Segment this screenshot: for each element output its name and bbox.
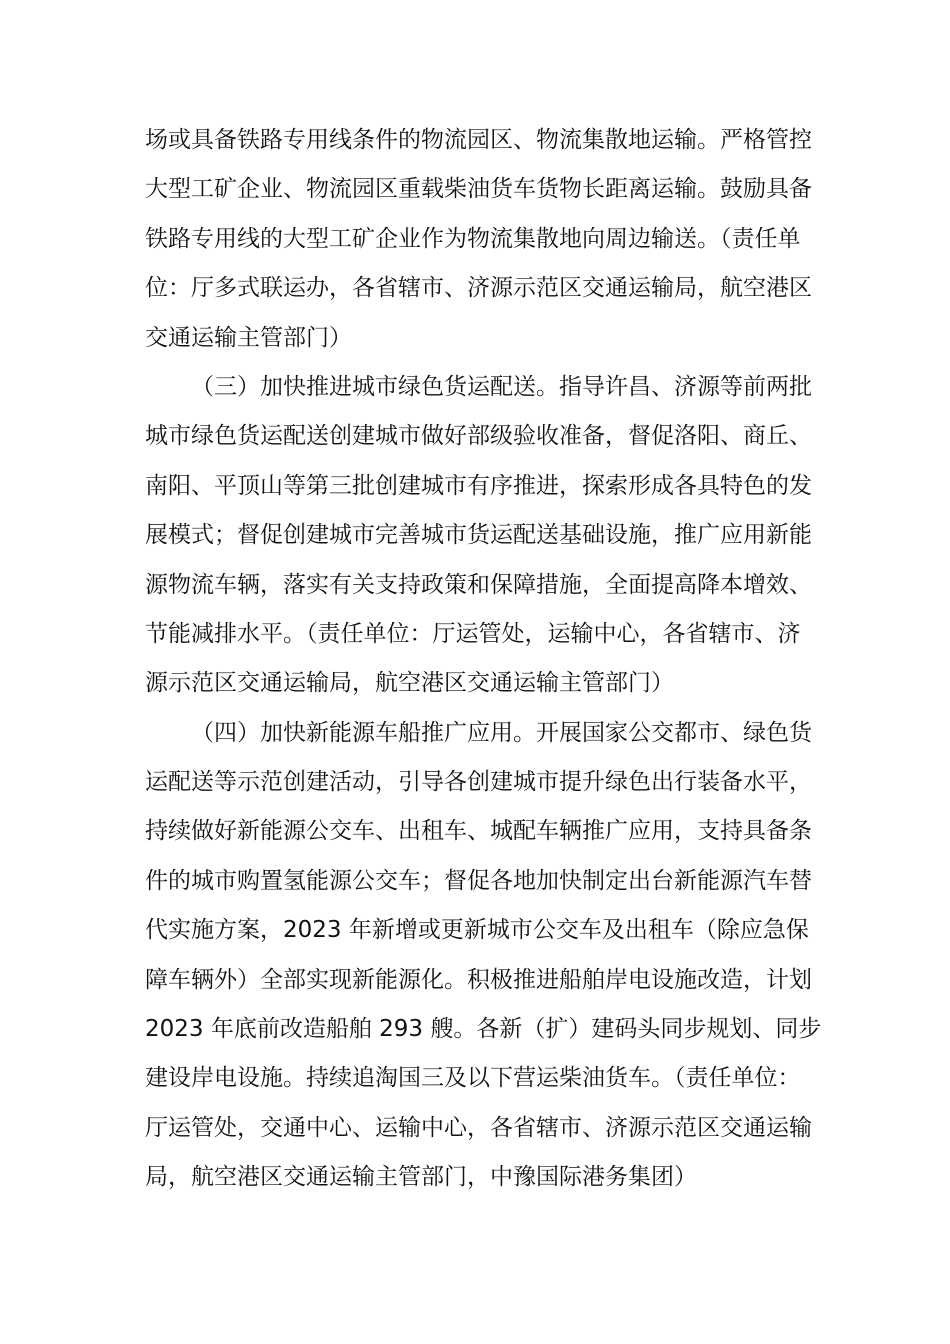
text-line: 源物流车辆，落实有关支持政策和保障措施，全面提高降本增效、 <box>145 571 812 598</box>
text-line: 铁路专用线的大型工矿企业作为物流集散地向周边输送。（责任单 <box>145 225 801 252</box>
text-line: 南阳、平顶山等第三批创建城市有序推进，探索形成各具特色的发 <box>145 472 812 499</box>
text-line: 场或具备铁路专用线条件的物流园区、物流集散地运输。严格管控 <box>145 127 812 153</box>
text-line: 持续做好新能源公交车、出租车、城配车辆推广应用，支持具备条 <box>145 818 812 845</box>
document-body <box>145 116 822 1203</box>
text-line: 障车辆外）全部实现新能源化。积极推进船舶岸电设施改造，计划 <box>145 966 812 993</box>
text-line: 运配送等示范创建活动，引导各创建城市提升绿色出行装备水平， <box>145 769 812 796</box>
text-line: 代实施方案，2023 年新增或更新城市公交车及出租车（除应急保 <box>145 917 809 944</box>
text-line: 展模式；督促创建城市完善城市货运配送基础设施，推广应用新能 <box>145 522 812 549</box>
text-line: 城市绿色货运配送创建城市做好部级验收准备，督促洛阳、商丘、 <box>145 423 812 450</box>
text-line: 厅运管处，交通中心、运输中心，各省辖市、济源示范区交通运输 <box>145 1114 812 1141</box>
text-line: 大型工矿企业、物流园区重载柴油货车货物长距离运输。鼓励具备 <box>145 176 812 203</box>
text-line: 交通运输主管部门） <box>145 324 352 351</box>
text-line: 件的城市购置氢能源公交车；督促各地加快制定出台新能源汽车替 <box>145 867 812 894</box>
text-line: （三）加快推进城市绿色货运配送。指导许昌、济源等前两批 <box>191 373 812 400</box>
text-line: 节能减排水平。（责任单位：厅运管处，运输中心，各省辖市、济 <box>145 620 801 647</box>
text-line: 建设岸电设施。持续追淘国三及以下营运柴油货车。（责任单位： <box>145 1065 801 1092</box>
text-line: （四）加快新能源车船推广应用。开展国家公交都市、绿色货 <box>191 719 812 746</box>
text-line: 位：厅多式联运办，各省辖市、济源示范区交通运输局，航空港区 <box>145 275 812 302</box>
text-line: 2023 年底前改造船舶 293 艘。各新（扩）建码头同步规划、同步 <box>145 1016 822 1043</box>
text-line: 局，航空港区交通运输主管部门，中豫国际港务集团） <box>145 1164 697 1191</box>
text-line: 源示范区交通运输局，航空港区交通运输主管部门） <box>145 670 674 697</box>
